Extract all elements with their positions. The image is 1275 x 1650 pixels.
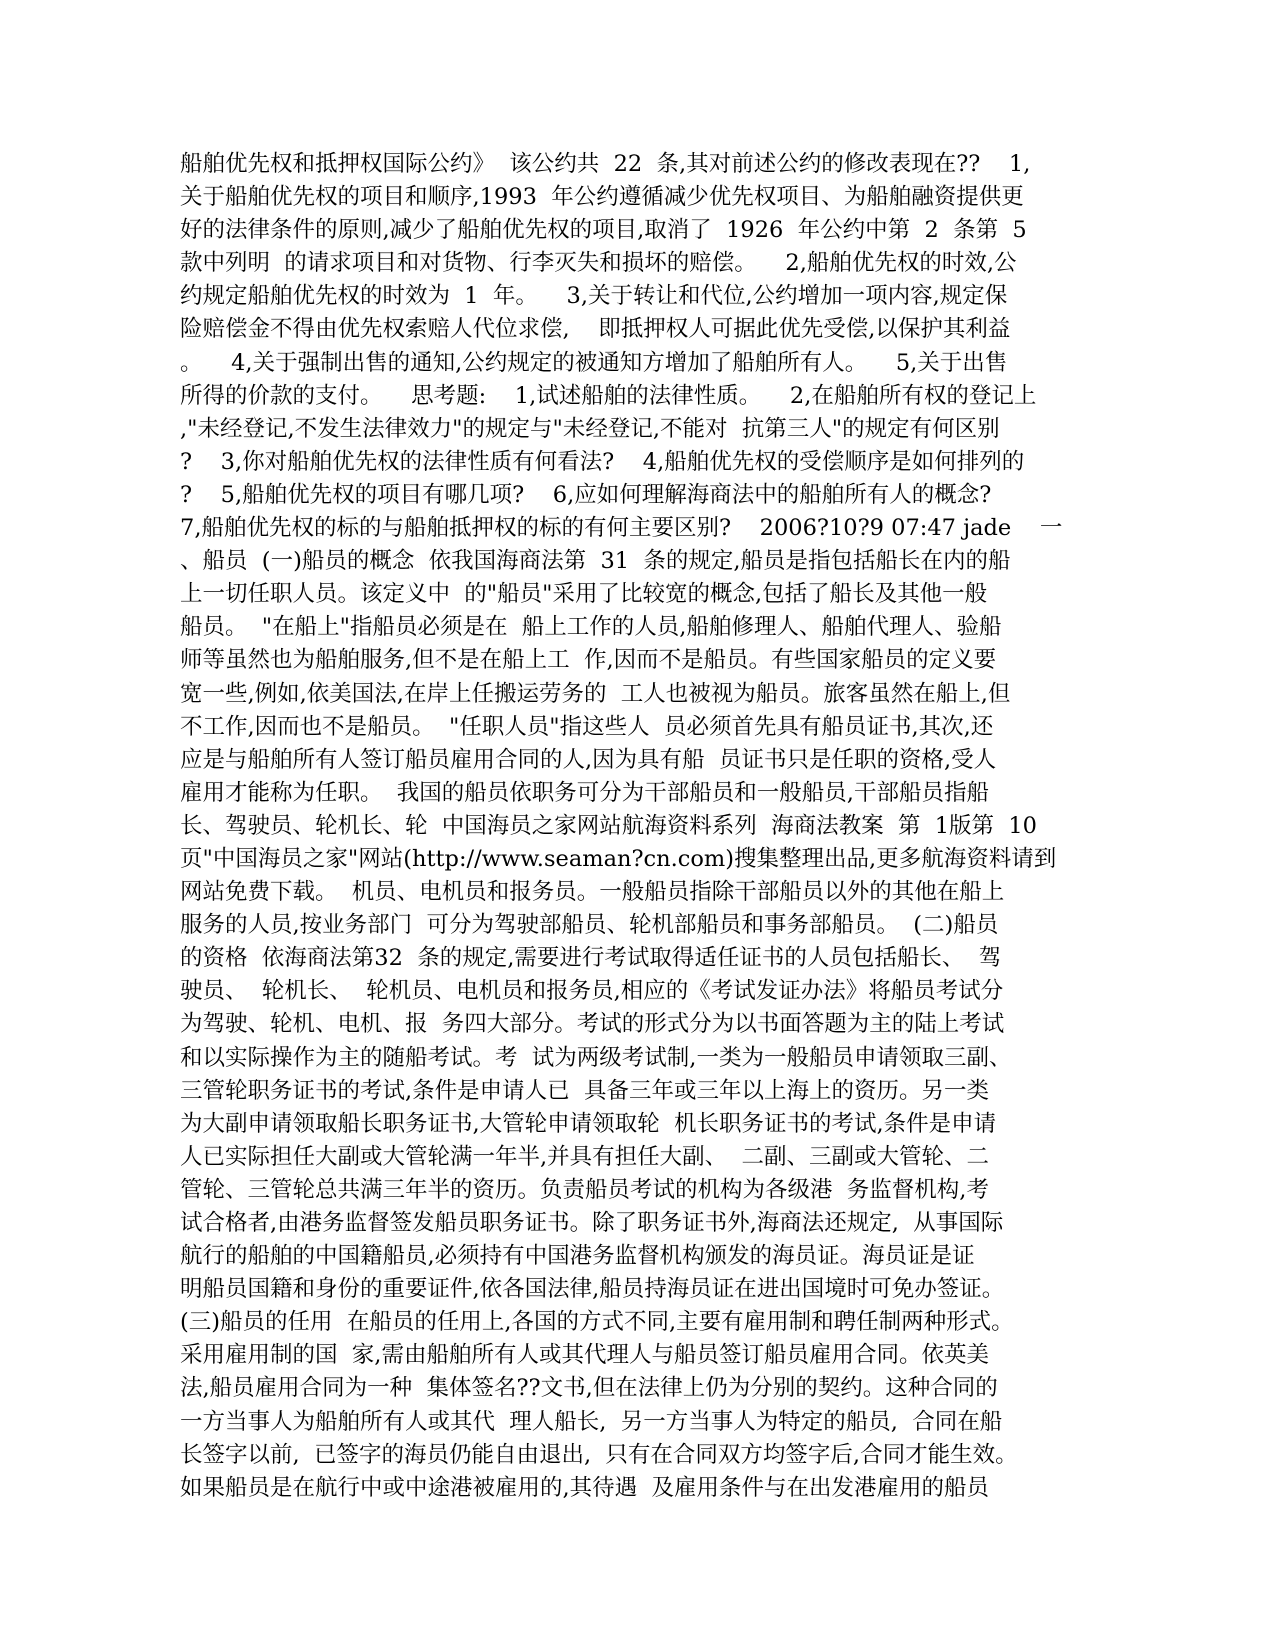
text-line: 为驾驶、轮机、电机、报 务四大部分。考试的形式分为以书面答题为主的陆上考试: [180, 1011, 1005, 1038]
text-line: 驶员、 轮机长、 轮机员、电机员和报务员,相应的《考试发证办法》将船员考试分: [180, 978, 1004, 1005]
text-line: 不工作,因而也不是船员。 "任职人员"指这些人 员必须首先具有船员证书,其次,还: [180, 713, 994, 740]
text-line: 、船员 (一)船员的概念 依我国海商法第 31 条的规定,船员是指包括船长在内的船: [180, 548, 1011, 575]
text-line: 页"中国海员之家"网站(http://www.seaman?cn.com)搜集整理出品,更多航海资料请到: [180, 845, 1057, 872]
text-line: 约规定船舶优先权的时效为 1 年。 3,关于转让和代位,公约增加一项内容,规定保: [180, 283, 1008, 310]
text-line: 管轮、三管轮总共满三年半的资历。负责船员考试的机构为各级港 务监督机构,考: [180, 1176, 989, 1203]
text-line: 网站免费下载。 机员、电机员和报务员。一般船员指除干部船员以外的其他在船上: [180, 879, 1005, 906]
text-line: 。 4,关于强制出售的通知,公约规定的被通知方增加了船舶所有人。 5,关于出售: [180, 349, 1008, 376]
text-line: 三管轮职务证书的考试,条件是申请人已 具备三年或三年以上海上的资历。另一类: [180, 1077, 989, 1104]
text-line: 明船员国籍和身份的重要证件,依各国法律,船员持海员证在进出国境时可免办签证。: [180, 1276, 1005, 1303]
text-line: ,"未经登记,不发生法律效力"的规定与"未经登记,不能对 抗第三人"的规定有何区别: [180, 415, 1000, 442]
text-line: 的资格 依海商法第32 条的规定,需要进行考试取得适任证书的人员包括船长、 驾: [180, 945, 1002, 972]
text-line: 采用雇用制的国 家,需由船舶所有人或其代理人与船员签订船员雇用合同。依英美: [180, 1342, 989, 1369]
text-line: 师等虽然也为船舶服务,但不是在船上工 作,因而不是船员。有些国家船员的定义要: [180, 647, 997, 674]
text-line: 宽一些,例如,依美国法,在岸上任搬运劳务的 工人也被视为船员。旅客虽然在船上,但: [180, 680, 1011, 707]
text-line: 应是与船舶所有人签订船员雇用合同的人,因为具有船 员证书只是任职的资格,受人: [180, 746, 997, 773]
text-line: 雇用才能称为任职。 我国的船员依职务可分为干部船员和一般船员,干部船员指船: [180, 779, 989, 806]
text-line: ? 5,船舶优先权的项目有哪几项? 6,应如何理解海商法中的船舶所有人的概念?: [180, 481, 992, 508]
text-line: 上一切任职人员。该定义中 的"船员"采用了比较宽的概念,包括了船长及其他一般: [180, 581, 988, 608]
body-text: [180, 148, 1120, 1505]
text-line: 航行的船舶的中国籍船员,必须持有中国港务监督机构颁发的海员证。海员证是证: [180, 1243, 975, 1270]
text-line: 7,船舶优先权的标的与船舶抵押权的标的有何主要区别? 2006?10?9 07:47 jade 一: [180, 515, 1063, 542]
text-line: 船员。 "在船上"指船员必须是在 船上工作的人员,船舶修理人、船舶代理人、验船: [180, 614, 1002, 641]
text-line: 险赔偿金不得由优先权索赔人代位求偿, 即抵押权人可据此优先受偿,以保护其利益: [180, 316, 1011, 343]
text-line: ? 3,你对船舶优先权的法律性质有何看法? 4,船舶优先权的受偿顺序是如何排列的: [180, 448, 1025, 475]
text-line: 人已实际担任大副或大管轮满一年半,并具有担任大副、 二副、三副或大管轮、二: [180, 1143, 989, 1170]
text-line: 好的法律条件的原则,减少了船舶优先权的项目,取消了 1926 年公约中第 2 条第 5: [180, 217, 1027, 244]
text-line: 长、驾驶员、轮机长、轮 中国海员之家网站航海资料系列 海商法教案 第 1版第 10: [180, 812, 1037, 839]
text-line: 船舶优先权和抵押权国际公约》 该公约共 22 条,其对前述公约的修改表现在?? 1,: [180, 151, 1031, 177]
text-line: 为大副申请领取船长职务证书,大管轮申请领取轮 机长职务证书的考试,条件是申请: [180, 1110, 997, 1137]
text-line: 法,船员雇用合同为一种 集体签名??文书,但在法律上仍为分别的契约。这种合同的: [180, 1375, 998, 1402]
text-line: 和以实际操作为主的随船考试。考 试为两级考试制,一类为一般船员申请领取三副、: [180, 1044, 1012, 1071]
text-line: 款中列明 的请求项目和对货物、行李灭失和损坏的赔偿。 2,船舶优先权的时效,公: [180, 250, 1017, 277]
text-line: 试合格者,由港务监督签发船员职务证书。除了职务证书外,海商法还规定, 从事国际: [180, 1210, 1004, 1236]
text-line: 所得的价款的支付。 思考题: 1,试述船舶的法律性质。 2,在船舶所有权的登记上: [180, 382, 1037, 409]
text-line: (三)船员的任用 在船员的任用上,各国的方式不同,主要有雇用制和聘任制两种形式。: [180, 1309, 1014, 1336]
text-line: 一方当事人为船舶所有人或其代 理人船长, 另一方当事人为特定的船员, 合同在船: [180, 1408, 1003, 1435]
text-line: 服务的人员,按业务部门 可分为驾驶部船员、轮机部船员和事务部船员。 (二)船员: [180, 912, 999, 939]
text-line: 关于船舶优先权的项目和顺序,1993 年公约遵循减少优先权项目、为船舶融资提供更: [180, 184, 1024, 211]
text-line: 如果船员是在航行中或中途港被雇用的,其待遇 及雇用条件与在出发港雇用的船员: [180, 1474, 989, 1501]
text-line: 长签字以前, 已签字的海员仍能自由退出, 只有在合同双方均签字后,合同才能生效。: [180, 1441, 1018, 1468]
